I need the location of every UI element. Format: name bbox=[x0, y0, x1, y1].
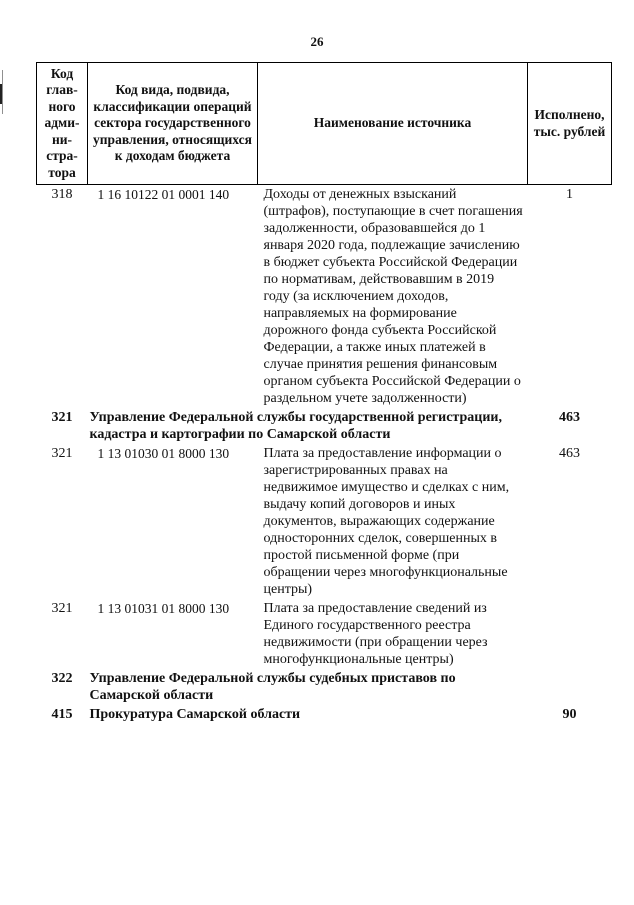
classification-code-cell: 1 13 01030 01 8000 130 bbox=[97, 446, 230, 461]
organization-title: Управление Федеральной службы судебных приставов по Самарской области bbox=[89, 671, 456, 703]
classification-code-cell: 1 13 01031 01 8000 130 bbox=[97, 601, 230, 616]
organization-row bbox=[37, 704, 612, 723]
source-name-cell: Плата за предоставление информации о зарегистрированных правах на недвижимое имущество и сделках с ним, выдачу копий договоров и иных документов, выражающих содержание односторонних сделок, совершенных в простой письменной форме (при обращении через многофункциональные центры) bbox=[263, 446, 510, 597]
admin-code-cell: 321 bbox=[51, 410, 73, 425]
amount-cell: 1 bbox=[566, 187, 573, 202]
page-number: 26 bbox=[310, 34, 324, 49]
header-executed: Исполнено, тыс. рублей bbox=[528, 63, 612, 185]
header-admin-code: Код глав-ного адми-ни-стра-тора bbox=[37, 63, 88, 185]
organization-title: Прокуратура Самарской области bbox=[89, 707, 301, 722]
admin-code-cell: 318 bbox=[51, 187, 73, 202]
scan-edge-mark bbox=[2, 70, 3, 114]
organization-row bbox=[37, 668, 612, 704]
table-header-row bbox=[37, 63, 612, 185]
header-classification-code: Код вида, подвида, классификации операций сектора государственного управления, относящихся к доходам бюджета bbox=[88, 63, 258, 185]
table-row bbox=[37, 443, 612, 598]
table-row bbox=[37, 598, 612, 668]
income-sources-table bbox=[36, 62, 612, 723]
amount-cell: 90 bbox=[562, 707, 577, 722]
amount-cell: 463 bbox=[559, 446, 580, 461]
admin-code-cell: 321 bbox=[51, 601, 73, 616]
table-row bbox=[37, 185, 612, 408]
amount-cell bbox=[528, 668, 612, 704]
organization-row bbox=[37, 407, 612, 443]
admin-code-cell: 415 bbox=[51, 707, 73, 722]
amount-cell: 463 bbox=[559, 410, 580, 425]
header-source-name: Наименование источника bbox=[258, 63, 528, 185]
source-name-cell: Плата за предоставление сведений из Единого государственного реестра недвижимости (при обращении через многофункциональные центры) bbox=[263, 601, 488, 667]
admin-code-cell: 322 bbox=[51, 671, 73, 686]
amount-cell bbox=[528, 598, 612, 668]
source-name-cell: Доходы от денежных взысканий (штрафов), поступающие в счет погашения задолженности, образовавшейся до 1 января 2020 года, подлежащие зачислению в бюджет субъекта Российской Федерации по нормативам, действовавшим в 2019 году (за исключением доходов, направляемых на формирование дорожного фонда субъекта Российской Федерации, а также иных платежей в случае принятия решения финансовым органом субъекта Российской Федерации о раздельном учете задолженности) bbox=[263, 187, 523, 406]
organization-title: Управление Федеральной службы государственной регистрации, кадастра и картографии по Самарской области bbox=[89, 410, 502, 442]
admin-code-cell: 321 bbox=[51, 446, 73, 461]
classification-code-cell: 1 16 10122 01 0001 140 bbox=[97, 187, 230, 202]
